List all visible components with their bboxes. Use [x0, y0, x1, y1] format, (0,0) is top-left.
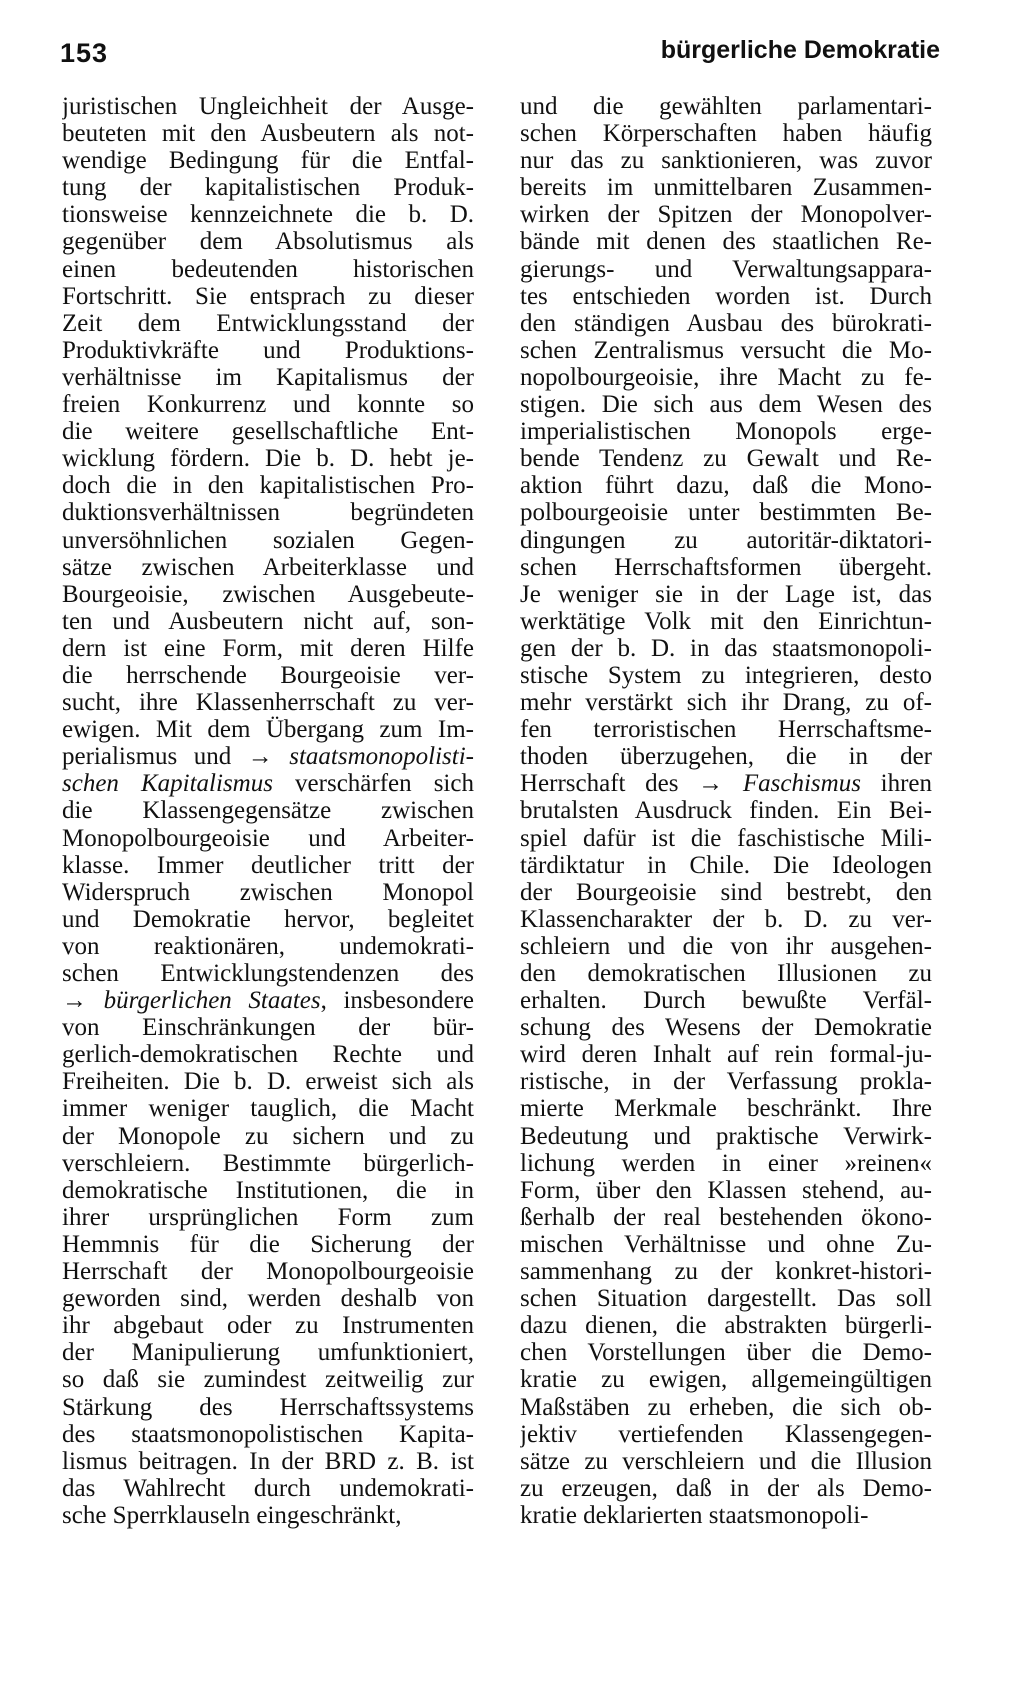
left-column-line: ewigen. Mit dem Übergang zum Im-: [62, 716, 474, 744]
left-column-line: die herrschende Bourgeoisie ver-: [62, 661, 474, 689]
right-column-line: schen Körperschaften haben häufig: [520, 120, 932, 148]
left-column-line: gegenüber dem Absolutismus als: [62, 228, 474, 256]
left-column-line: juristischen Ungleichheit der Ausge-: [62, 93, 474, 120]
right-column-line: ßerhalb der real bestehenden ökono-: [520, 1203, 932, 1231]
left-column-line: Herrschaft der Monopolbourgeoisie: [62, 1258, 474, 1286]
right-column-line: kratie zu ewigen, allgemeingültigen: [520, 1366, 932, 1394]
right-column-line: schleiern und die von ihr ausgehen-: [520, 932, 932, 960]
left-column-line: die weitere gesellschaftliche Ent-: [62, 418, 474, 446]
right-column-line: sammenhang zu der konkret-histori-: [520, 1258, 932, 1286]
left-column-line: sucht, ihre Klassenherrschaft zu ver-: [62, 689, 474, 717]
right-column-line: bereits im unmittelbaren Zusammen-: [520, 174, 932, 202]
left-text-column: [62, 93, 474, 1529]
cross-reference-term: Faschismus: [742, 770, 861, 798]
left-column-line: von Einschränkungen der bür-: [62, 1014, 474, 1042]
left-column-line: sche Sperrklauseln eingeschränkt,: [62, 1501, 402, 1529]
right-column-line: spiel dafür ist die faschistische Mili-: [520, 824, 932, 852]
cross-reference-term: staatsmonopolisti-: [289, 743, 474, 771]
right-column-line: gen der b. D. in das staatsmonopoli-: [520, 634, 932, 662]
left-column-line: und Demokratie hervor, begleitet: [62, 905, 474, 933]
running-head: bürgerliche Demokratie: [660, 36, 940, 64]
right-column-line: werktätige Volk mit den Einrichtun-: [520, 607, 932, 635]
right-column-line: bende Tendenz zu Gewalt und Re-: [520, 445, 932, 473]
left-column-line: tung der kapitalistischen Produk-: [62, 174, 474, 202]
right-column-line: Bedeutung und praktische Verwirk-: [520, 1122, 932, 1150]
left-column-line: Widerspruch zwischen Monopol: [62, 878, 474, 906]
right-column-line: tes entschieden worden ist. Durch: [520, 282, 932, 310]
left-column-line: Bourgeoisie, zwischen Ausgebeute-: [62, 580, 474, 608]
left-column-line: demokratische Institutionen, die in: [62, 1176, 474, 1204]
left-column-line: freien Konkurrenz und konnte so: [62, 391, 474, 419]
left-column-line: der Monopole zu sichern und zu: [62, 1122, 474, 1150]
right-column-line: und die gewählten parlamentari-: [520, 93, 932, 120]
left-column-line: Freiheiten. Die b. D. erweist sich als: [62, 1068, 474, 1096]
right-column-line: fen terroristischen Herrschaftsme-: [520, 716, 932, 744]
page-number: 153: [60, 38, 109, 68]
right-column-line: kratie deklarierten staatsmonopoli-: [520, 1501, 869, 1529]
left-column-line: schen Entwicklungstendenzen des: [62, 960, 474, 987]
right-column-line: Maßstäben zu erheben, die sich ob-: [520, 1393, 932, 1421]
left-column-line: beuteten mit den Ausbeutern als not-: [62, 120, 474, 148]
left-column-line: der Manipulierung umfunktioniert,: [62, 1339, 474, 1367]
left-column-line: einen bedeutenden historischen: [62, 255, 474, 283]
right-column-line: imperialistischen Monopols erge-: [520, 418, 932, 446]
right-column-line: mierte Merkmale beschränkt. Ihre: [520, 1095, 932, 1123]
left-column-line: tionsweise kennzeichnete die b. D.: [62, 201, 474, 229]
right-column-line: thoden überzugehen, die in der: [520, 743, 932, 771]
left-column-line: Monopolbourgeoisie und Arbeiter-: [62, 824, 474, 852]
right-column-line: sätze zu verschleiern und die Illusion: [520, 1447, 932, 1475]
right-column-line: Je weniger sie in der Lage ist, das: [520, 580, 932, 608]
right-column-line: nopolbourgeoisie, ihre Macht zu fe-: [520, 363, 932, 391]
right-column-line: wirken der Spitzen der Monopolver-: [520, 201, 932, 229]
left-column-line: → bürgerlichen Staates, insbesondere: [62, 987, 474, 1015]
right-column-line: wird deren Inhalt auf rein formal-ju-: [520, 1041, 932, 1069]
left-column-line: Produktivkräfte und Produktions-: [62, 336, 474, 364]
left-column-line: klasse. Immer deutlicher tritt der: [62, 851, 474, 879]
right-column-line: schen Zentralismus versucht die Mo-: [520, 336, 932, 364]
right-column-line: der Bourgeoisie sind bestrebt, den: [520, 878, 932, 906]
left-column-line: schen Kapitalismus verschärfen sich: [62, 770, 474, 798]
right-column-line: den ständigen Ausbau des bürokrati-: [520, 309, 932, 337]
right-column-line: chen Vorstellungen über die Demo-: [520, 1339, 932, 1367]
left-column-line: verschleiern. Bestimmte bürgerlich-: [62, 1149, 474, 1177]
left-column-line: sätze zwischen Arbeiterklasse und: [62, 553, 474, 581]
left-column-line: ten und Ausbeutern nicht auf, son-: [62, 607, 474, 635]
right-column-line: den demokratischen Illusionen zu: [520, 960, 932, 987]
left-column-line: ihr abgebaut oder zu Instrumenten: [62, 1312, 474, 1340]
left-column-line: so daß sie zumindest zeitweilig zur: [62, 1366, 474, 1394]
left-column-line: Fortschritt. Sie entsprach zu dieser: [62, 282, 474, 310]
left-column-line: Zeit dem Entwicklungsstand der: [62, 309, 474, 337]
left-column-line: von reaktionären, undemokrati-: [62, 932, 474, 960]
left-column-line: perialismus und → staatsmonopolisti-: [62, 743, 474, 771]
right-column-line: jektiv vertiefenden Klassengegen-: [520, 1420, 932, 1448]
right-column-line: dingungen zu autoritär-diktatori-: [520, 526, 932, 554]
right-text-column: [520, 93, 932, 1529]
right-column-line: polbourgeoisie unter bestimmten Be-: [520, 499, 932, 527]
left-column-line: doch die in den kapitalistischen Pro-: [62, 472, 474, 500]
left-column-line: ihrer ursprünglichen Form zum: [62, 1203, 474, 1231]
right-column-line: mehr verstärkt sich ihr Drang, zu of-: [520, 689, 932, 717]
right-column-line: ristische, in der Verfassung prokla-: [520, 1068, 932, 1096]
left-column-line: Hemmnis für die Sicherung der: [62, 1230, 474, 1258]
right-column-line: schen Herrschaftsformen übergeht.: [520, 553, 932, 581]
right-column-line: dazu dienen, die abstrakten bürgerli-: [520, 1312, 932, 1340]
left-column-line: verhältnisse im Kapitalismus der: [62, 363, 474, 391]
right-column-line: nur das zu sanktionieren, was zuvor: [520, 147, 932, 175]
right-column-line: brutalsten Ausdruck finden. Ein Bei-: [520, 797, 932, 825]
right-column-line: stigen. Die sich aus dem Wesen des: [520, 391, 932, 419]
left-column-line: wicklung fördern. Die b. D. hebt je-: [62, 445, 474, 473]
right-column-line: lichung werden in einer »reinen«: [520, 1149, 932, 1177]
left-column-line: gerlich-demokratischen Rechte und: [62, 1041, 474, 1069]
cross-reference-term: schen Kapitalismus: [62, 770, 273, 798]
left-column-line: duktionsverhältnissen begründeten: [62, 499, 474, 527]
left-column-line: Stärkung des Herrschaftssystems: [62, 1393, 474, 1421]
right-column-line: tärdiktatur in Chile. Die Ideologen: [520, 851, 932, 879]
right-column-line: aktion führt dazu, daß die Mono-: [520, 472, 932, 500]
right-column-line: mischen Verhältnisse und ohne Zu-: [520, 1230, 932, 1258]
right-column-line: schen Situation dargestellt. Das soll: [520, 1285, 932, 1313]
right-column-line: gierungs- und Verwaltungsappara-: [520, 255, 932, 283]
right-column-line: Form, über den Klassen stehend, au-: [520, 1176, 932, 1204]
right-column-line: schung des Wesens der Demokratie: [520, 1014, 932, 1042]
right-column-line: stische System zu integrieren, desto: [520, 661, 932, 689]
left-column-line: die Klassengegensätze zwischen: [62, 797, 474, 825]
right-column-line: erhalten. Durch bewußte Verfäl-: [520, 987, 932, 1015]
left-column-line: immer weniger tauglich, die Macht: [62, 1095, 474, 1123]
left-column-line: wendige Bedingung für die Entfal-: [62, 147, 474, 175]
left-column-line: des staatsmonopolistischen Kapita-: [62, 1420, 474, 1448]
cross-reference-term: bürgerlichen Staates: [103, 987, 321, 1015]
left-column-line: lismus beitragen. In der BRD z. B. ist: [62, 1447, 474, 1475]
left-column-line: unversöhnlichen sozialen Gegen-: [62, 526, 474, 554]
right-column-line: Herrschaft des → Faschismus ihren: [520, 770, 932, 798]
left-column-line: geworden sind, werden deshalb von: [62, 1285, 474, 1313]
right-column-line: zu erzeugen, daß in der als Demo-: [520, 1474, 932, 1502]
right-column-line: bände mit denen des staatlichen Re-: [520, 228, 932, 256]
right-column-line: Klassencharakter der b. D. zu ver-: [520, 905, 932, 933]
left-column-line: das Wahlrecht durch undemokrati-: [62, 1474, 474, 1502]
left-column-line: dern ist eine Form, mit deren Hilfe: [62, 634, 474, 662]
